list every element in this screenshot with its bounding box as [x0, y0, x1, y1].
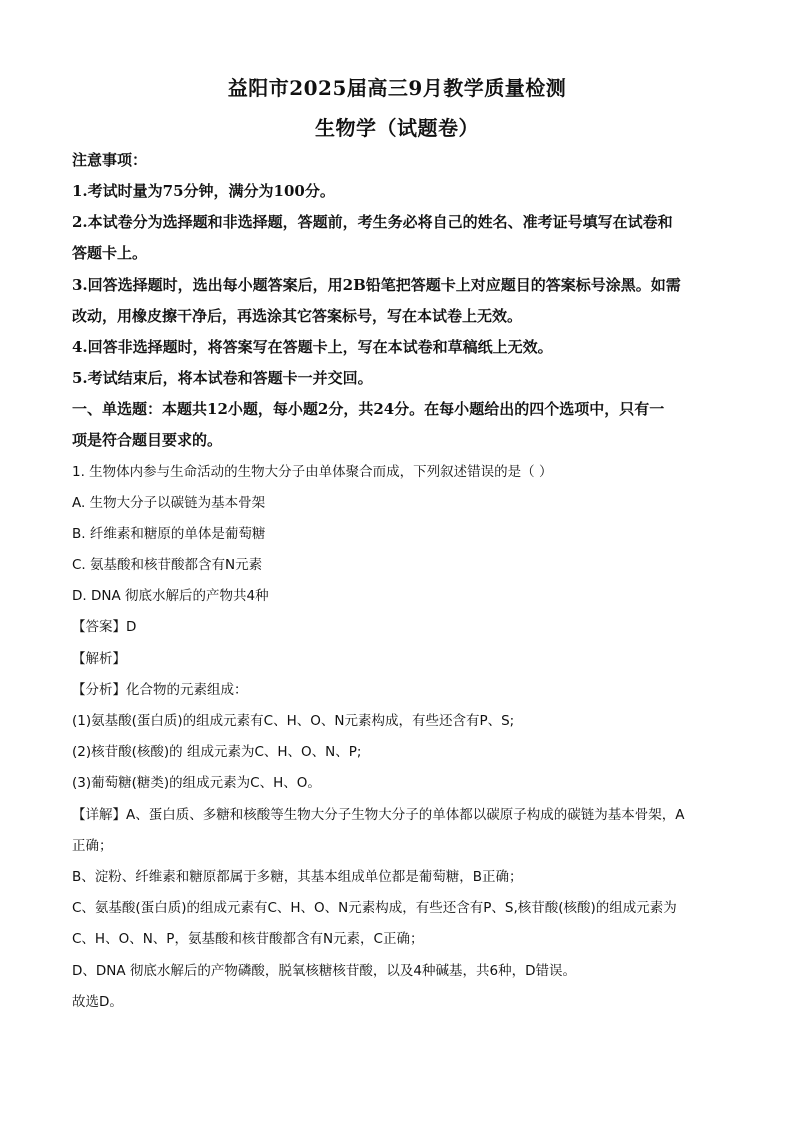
detail-b: B、淀粉、纤维素和糖原都属于多糖，其基本组成单位都是葡萄糖，B正确；	[72, 869, 523, 885]
fenxi-tag: 【分析】	[72, 682, 126, 698]
notice-item-2-line-2: 答题卡上。	[72, 244, 148, 262]
notice-item-4: 4.回答非选择题时，将答案写在答题卡上，写在本试卷和草稿纸上无效。	[72, 338, 553, 356]
detail-d: D、DNA 彻底水解后的产物磷酸，脱氧核糖核苷酸，以及4种碱基，共6种，D错误。	[72, 963, 576, 979]
notice-heading: 注意事项：	[72, 151, 148, 169]
fenxi-text: 化合物的元素组成：	[126, 682, 248, 698]
question-1-stem: 1. 生物体内参与生命活动的生物大分子由单体聚合而成，下列叙述错误的是（ ）	[72, 464, 553, 480]
exam-title: 益阳市2025届高三9月教学质量检测	[227, 76, 567, 100]
notice-item-1: 1.考试时量为75分钟，满分为100分。	[72, 182, 335, 200]
question-1-option-a: A. 生物大分子以碳链为基本骨架	[72, 495, 266, 511]
analysis-row	[72, 649, 732, 669]
fenxi-row	[72, 680, 732, 700]
section-heading-line-1: 一、单选题：本题共12小题，每小题2分，共24分。在每小题给出的四个选项中，只有一	[72, 400, 665, 418]
detail-tag: 【详解】	[72, 807, 126, 823]
section-heading-line-2: 项是符合题目要求的。	[72, 431, 223, 449]
question-1-option-d: D. DNA 彻底水解后的产物共4种	[72, 588, 269, 604]
question-1-option-b: B. 纤维素和糖原的单体是葡萄糖	[72, 526, 266, 542]
notice-item-2-line-1: 2.本试卷分为选择题和非选择题，答题前，考生务必将自己的姓名、准考证号填写在试卷和	[72, 213, 673, 231]
fenxi-point-2: (2)核苷酸(核酸)的 组成元素为C、H、O、N、P;	[72, 744, 362, 760]
answer-value: D	[126, 619, 137, 635]
detail-a-line-1: A、蛋白质、多糖和核酸等生物大分子生物大分子的单体都以碳原子构成的碳链为基本骨架，A	[126, 807, 685, 823]
notice-item-3-line-2: 改动，用橡皮擦干净后，再选涂其它答案标号，写在本试卷上无效。	[72, 307, 523, 325]
detail-a-line-2: 正确；	[72, 838, 113, 854]
analysis-tag: 【解析】	[72, 651, 126, 667]
notice-item-5: 5.考试结束后，将本试卷和答题卡一并交回。	[72, 369, 373, 387]
fenxi-point-1: (1)氨基酸(蛋白质)的组成元素有C、H、O、N元素构成，有些还含有P、S;	[72, 713, 515, 729]
question-1-option-c: C. 氨基酸和核苷酸都含有N元素	[72, 557, 263, 573]
detail-conclusion: 故选D。	[72, 994, 123, 1010]
detail-c-line-2: C、H、O、N、P，氨基酸和核苷酸都含有N元素，C正确；	[72, 931, 424, 947]
detail-c-line-1: C、氨基酸(蛋白质)的组成元素有C、H、O、N元素构成，有些还含有P、S,核苷酸(核酸)的组成元素为	[72, 900, 677, 916]
detail-row	[72, 805, 732, 825]
exam-subtitle: 生物学（试题卷）	[315, 116, 479, 140]
fenxi-point-3: (3)葡萄糖(糖类)的组成元素为C、H、O。	[72, 775, 321, 791]
answer-tag: 【答案】	[72, 619, 126, 635]
answer-row	[72, 617, 732, 637]
notice-item-3-line-1: 3.回答选择题时，选出每小题答案后，用2B铅笔把答题卡上对应题目的答案标号涂黑。如需	[72, 276, 681, 294]
